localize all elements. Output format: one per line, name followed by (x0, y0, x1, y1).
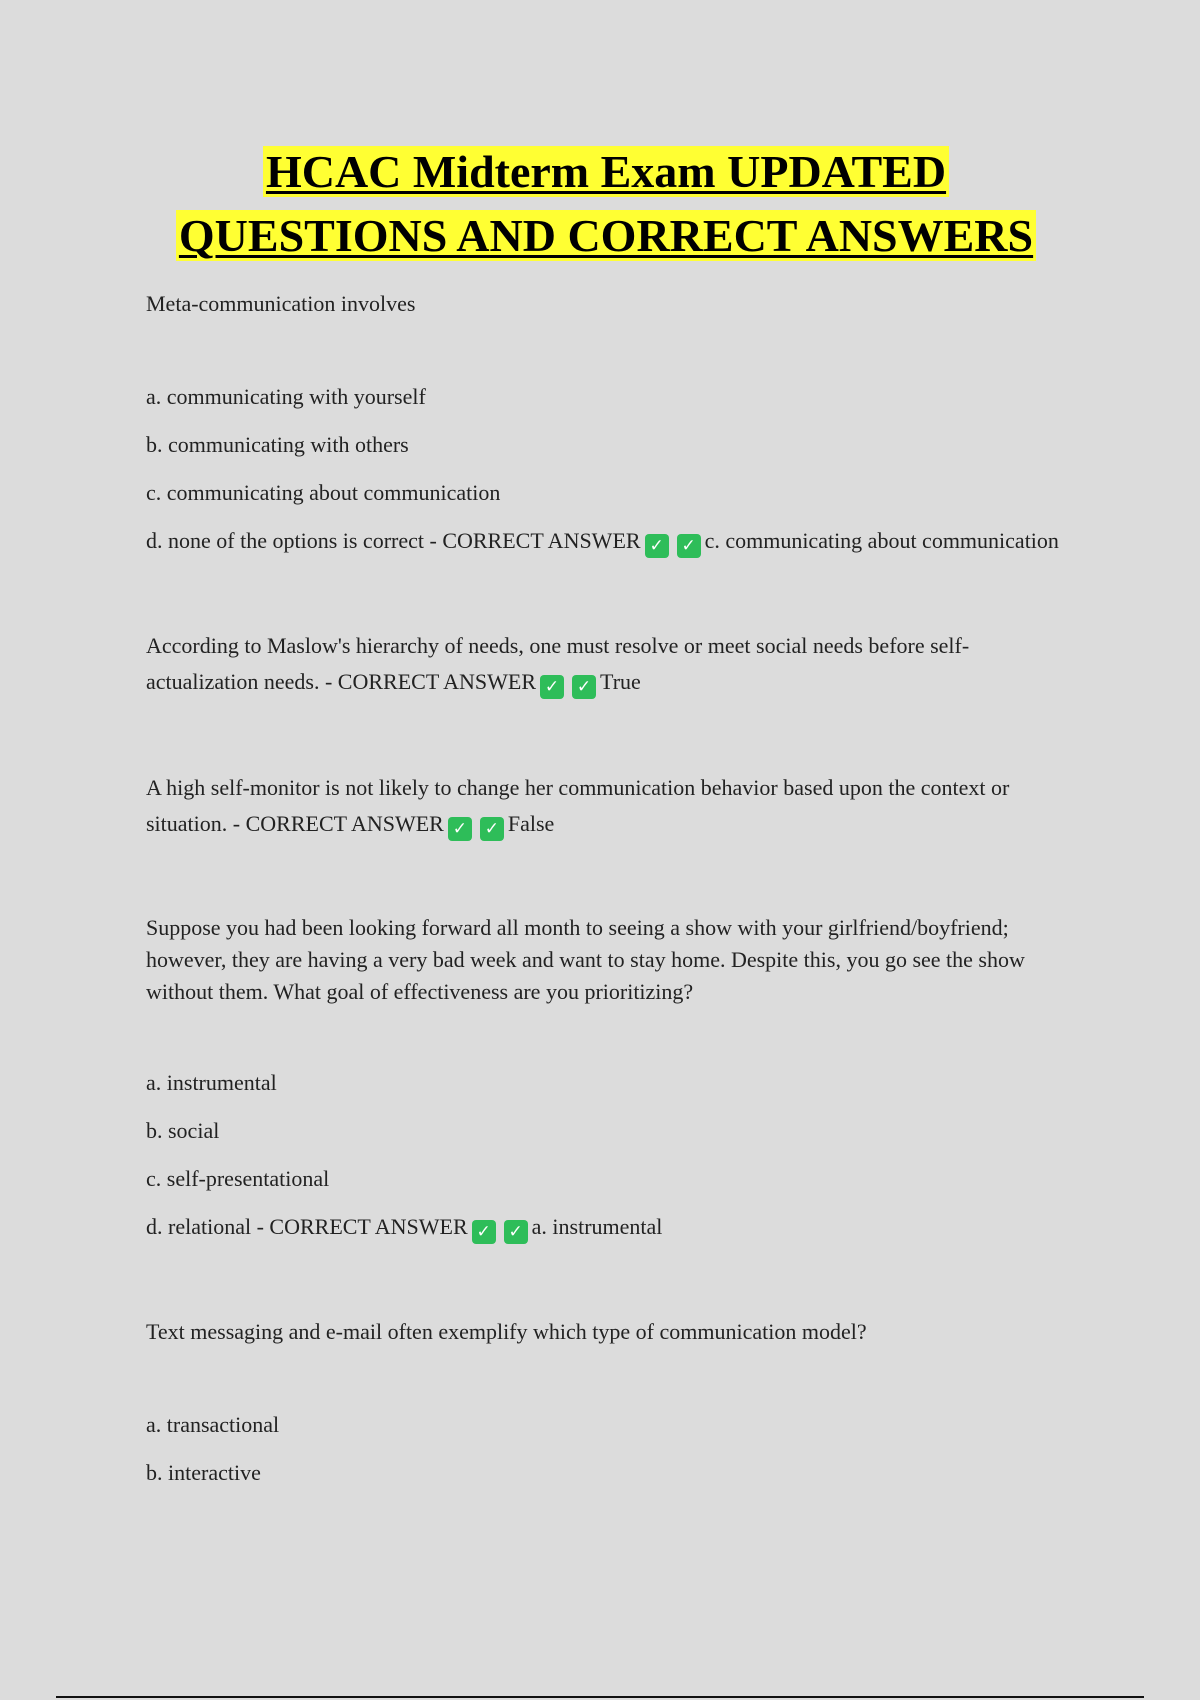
check-icon: ✓ (677, 534, 701, 558)
correct-answer-label: - CORRECT ANSWER (324, 669, 537, 694)
title-line-2: QUESTIONS AND CORRECT ANSWERS (176, 210, 1036, 261)
question-text: Suppose you had been looking forward all month to seeing a show with your girlfriend/boyfriend; however, they are having a very bad week and want to stay home. Despite this, you go see the show without them. What goal of effectiveness are you prioritizing? (146, 915, 1025, 1004)
document-content (146, 140, 1066, 1560)
question-text: Meta-communication involves (146, 291, 416, 316)
option-item: b. communicating with others (146, 432, 409, 457)
question-block-2 (146, 628, 1066, 700)
option-item: c. self-presentational (146, 1166, 330, 1191)
option-with-answer (146, 524, 1066, 558)
option-with-answer (146, 1210, 1066, 1244)
check-icon: ✓ (448, 817, 472, 841)
check-icon: ✓ (540, 675, 564, 699)
option-list (146, 1066, 1066, 1244)
option-item: b. interactive (146, 1460, 261, 1485)
check-icon: ✓ (480, 817, 504, 841)
correct-answer-value: a. instrumental (531, 1214, 663, 1239)
check-icon: ✓ (572, 675, 596, 699)
question-block-5 (146, 1314, 1066, 1490)
correct-answer-value: True (600, 669, 641, 694)
title-line-1: HCAC Midterm Exam UPDATED (263, 146, 949, 197)
question-text: A high self-monitor is not likely to change her communication behavior based upon the context or situation. (146, 775, 1010, 836)
option-item: a. transactional (146, 1412, 280, 1437)
option-item: d. relational (146, 1214, 252, 1239)
check-icon: ✓ (472, 1220, 496, 1244)
question-block-4 (146, 912, 1066, 1244)
option-item: d. none of the options is correct (146, 528, 424, 553)
correct-answer-value: False (507, 811, 555, 836)
option-item: c. communicating about communication (146, 480, 501, 505)
question-with-answer (146, 628, 1066, 700)
correct-answer-label: - CORRECT ANSWER (256, 1214, 468, 1239)
question-text: According to Maslow's hierarchy of needs, one must resolve or meet social needs before self-actualization needs. (146, 633, 970, 694)
question-block-1 (146, 286, 1066, 558)
document-title (146, 140, 1066, 268)
check-icon: ✓ (645, 534, 669, 558)
question-block-3 (146, 770, 1066, 842)
option-item: a. communicating with yourself (146, 384, 426, 409)
correct-answer-label: - CORRECT ANSWER (232, 811, 444, 836)
footer-divider (56, 1696, 1144, 1698)
option-list (146, 1408, 1066, 1490)
correct-answer-value: c. communicating about communication (704, 528, 1059, 553)
option-item: b. social (146, 1118, 220, 1143)
question-text: Text messaging and e-mail often exemplify which type of communication model? (146, 1319, 867, 1344)
question-with-answer (146, 770, 1066, 842)
option-list (146, 380, 1066, 558)
correct-answer-label: - CORRECT ANSWER (429, 528, 641, 553)
option-item: a. instrumental (146, 1070, 277, 1095)
check-icon: ✓ (504, 1220, 528, 1244)
